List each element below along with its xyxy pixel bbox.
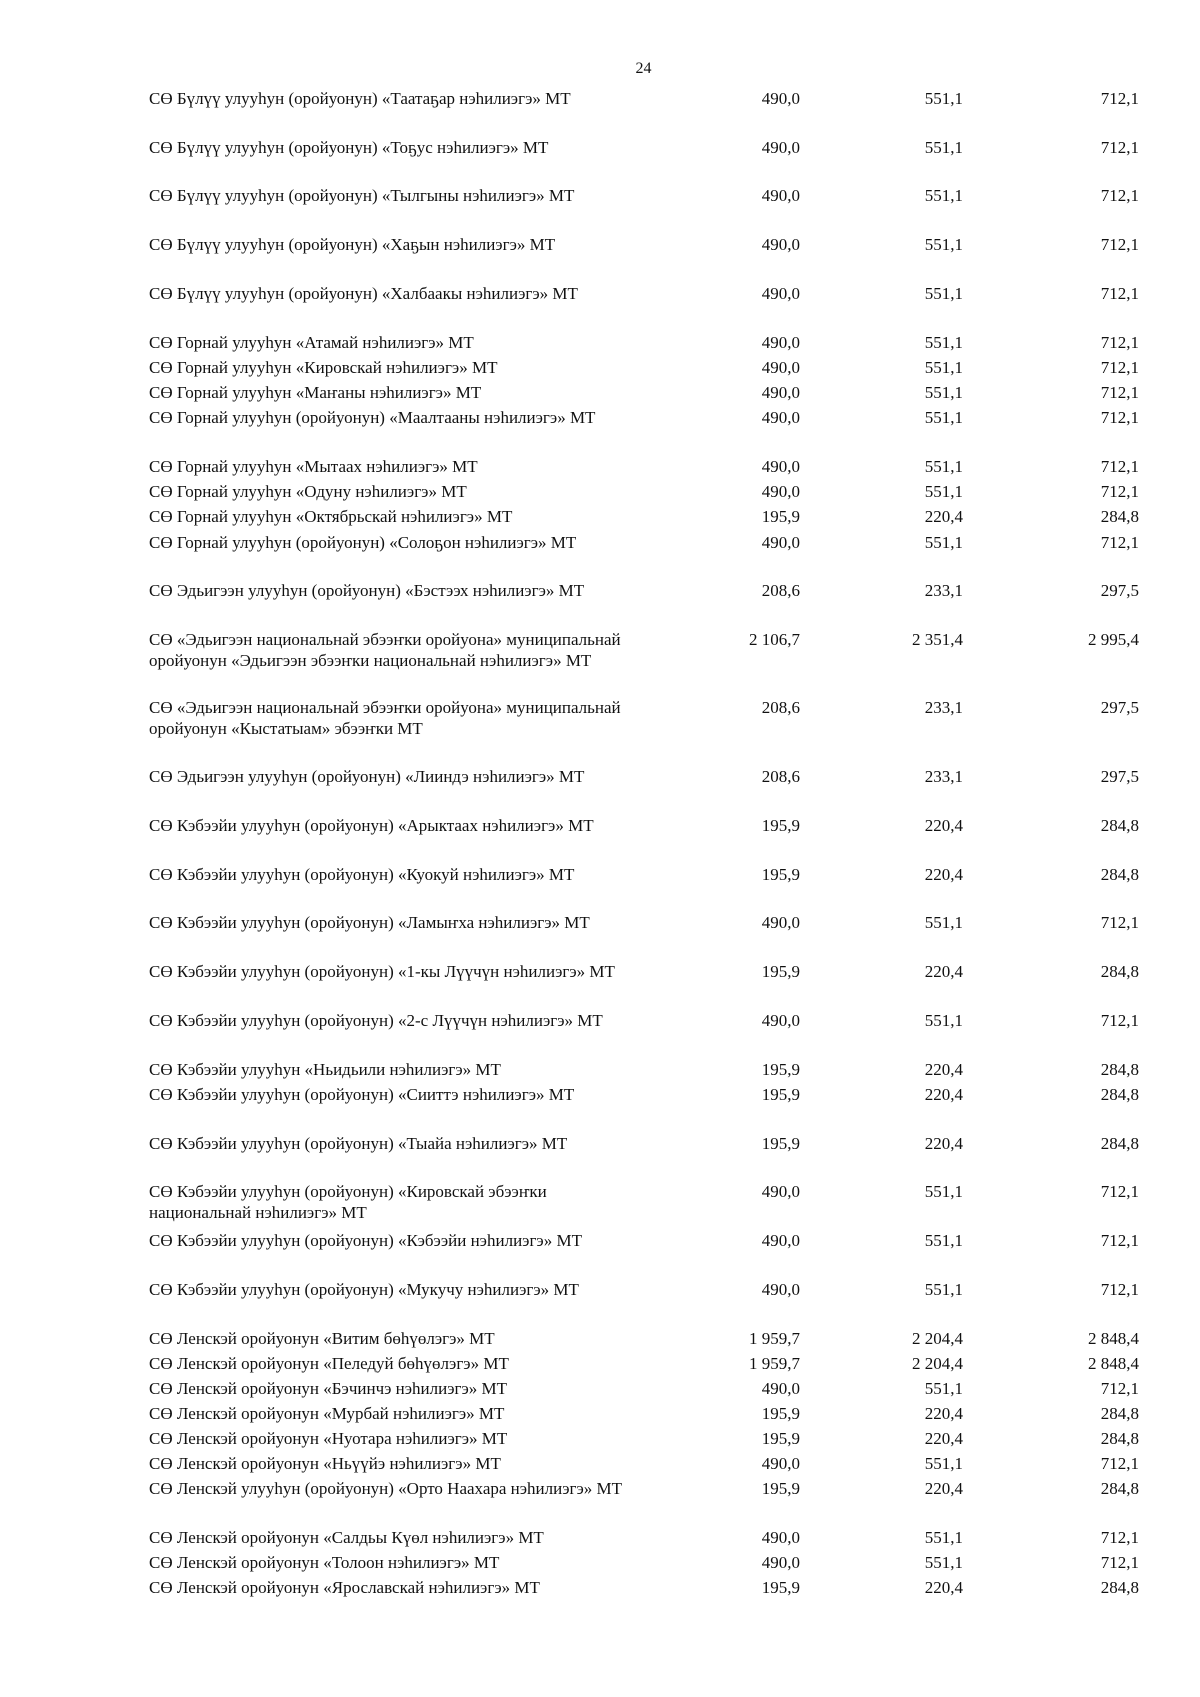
row-name: СӨ Эдьигээн улууһун (оройуонун) «Бэстээх нэһилиэгэ» МТ	[149, 581, 585, 600]
row-value-v1: 195,9	[761, 962, 800, 981]
row-value-v3: 712,1	[1100, 1182, 1139, 1201]
row-value-v1: 208,6	[761, 767, 800, 786]
row-value-v2: 233,1	[924, 581, 963, 600]
row-name: СӨ Кэбээйи улууһун (оройуонун) «Кэбээйи нэһилиэгэ» МТ	[149, 1231, 582, 1250]
row-value-v2: 551,1	[924, 138, 963, 157]
row-value-v3: 712,1	[1100, 482, 1139, 501]
row-value-v1: 490,0	[761, 913, 800, 932]
row-name: СӨ Кэбээйи улууһун (оройуонун) «2-с Лүүчүн нэһилиэгэ» МТ	[149, 1011, 603, 1030]
row-name: СӨ Ленскэй оройуонун «Ньүүйэ нэһилиэгэ» МТ	[149, 1454, 501, 1473]
row-value-v1: 208,6	[761, 581, 800, 600]
row-value-v2: 551,1	[924, 89, 963, 108]
row-value-v2: 551,1	[924, 358, 963, 377]
row-value-v3: 712,1	[1100, 1231, 1139, 1250]
row-value-v1: 490,0	[761, 408, 800, 427]
row-name: СӨ Ленскэй оройуонун «Витим бөһүөлэгэ» МТ	[149, 1329, 495, 1348]
row-name: СӨ Кэбээйи улууһун (оройуонун) «Кировскай эбээҥки национальнай нэһилиэгэ» МТ	[149, 1182, 547, 1222]
row-value-v2: 551,1	[924, 186, 963, 205]
row-value-v3: 712,1	[1100, 1280, 1139, 1299]
row-name: СӨ Бүлүү улууһун (оройуонун) «Халбаакы нэһилиэгэ» МТ	[149, 284, 578, 303]
row-value-v3: 712,1	[1100, 383, 1139, 402]
row-value-v3: 712,1	[1100, 284, 1139, 303]
row-value-v1: 195,9	[761, 1479, 800, 1498]
row-value-v2: 551,1	[924, 235, 963, 254]
row-name: СӨ Ленскэй оройуонун «Бэчинчэ нэһилиэгэ» МТ	[149, 1379, 508, 1398]
row-value-v1: 208,6	[761, 698, 800, 717]
row-value-v2: 220,4	[924, 1404, 963, 1423]
row-value-v1: 490,0	[761, 333, 800, 352]
row-value-v1: 195,9	[761, 1060, 800, 1079]
row-name: СӨ Ленскэй оройуонун «Толоон нэһилиэгэ» МТ	[149, 1553, 500, 1572]
row-name: СӨ «Эдьигээн национальнай эбээҥки оройуона» муниципальнай оройуонун «Эдьигээн эбээҥки национальнай нэһилиэгэ» МТ	[149, 630, 621, 670]
row-value-v3: 2 848,4	[1088, 1354, 1139, 1373]
row-value-v1: 195,9	[761, 1404, 800, 1423]
row-value-v2: 551,1	[924, 333, 963, 352]
row-value-v3: 712,1	[1100, 235, 1139, 254]
row-value-v3: 712,1	[1100, 1528, 1139, 1547]
row-value-v3: 284,8	[1100, 1060, 1139, 1079]
row-value-v3: 2 848,4	[1088, 1329, 1139, 1348]
row-name: СӨ Ленскэй оройуонун «Пеледуй бөһүөлэгэ» МТ	[149, 1354, 509, 1373]
row-value-v1: 490,0	[761, 457, 800, 476]
row-value-v3: 712,1	[1100, 89, 1139, 108]
row-value-v3: 284,8	[1100, 1479, 1139, 1498]
row-name: СӨ Горнай улууһун «Маҥаны нэһилиэгэ» МТ	[149, 383, 482, 402]
row-value-v3: 284,8	[1100, 1134, 1139, 1153]
row-value-v3: 712,1	[1100, 1011, 1139, 1030]
row-value-v2: 551,1	[924, 1379, 963, 1398]
row-value-v3: 712,1	[1100, 138, 1139, 157]
row-name: СӨ Бүлүү улууһун (оройуонун) «Тылгыны нэһилиэгэ» МТ	[149, 186, 575, 205]
row-name: СӨ Горнай улууһун (оройуонун) «Солоҕон нэһилиэгэ» МТ	[149, 533, 577, 552]
row-value-v2: 551,1	[924, 408, 963, 427]
row-value-v1: 490,0	[761, 89, 800, 108]
page-number: 24	[635, 60, 652, 77]
row-value-v1: 195,9	[761, 1134, 800, 1153]
row-value-v2: 220,4	[924, 1578, 963, 1597]
row-value-v3: 284,8	[1100, 1085, 1139, 1104]
row-value-v1: 195,9	[761, 865, 800, 884]
row-value-v2: 2 204,4	[912, 1354, 963, 1373]
row-name: СӨ Кэбээйи улууһун (оройуонун) «1-кы Лүүчүн нэһилиэгэ» МТ	[149, 962, 615, 981]
row-value-v1: 490,0	[761, 482, 800, 501]
row-name: СӨ Ленскэй оройуонун «Мурбай нэһилиэгэ» МТ	[149, 1404, 505, 1423]
row-value-v2: 551,1	[924, 482, 963, 501]
row-value-v2: 220,4	[924, 816, 963, 835]
row-value-v2: 220,4	[924, 1134, 963, 1153]
row-value-v3: 284,8	[1100, 816, 1139, 835]
row-value-v1: 490,0	[761, 138, 800, 157]
row-value-v2: 220,4	[924, 1479, 963, 1498]
row-value-v2: 551,1	[924, 457, 963, 476]
row-value-v3: 284,8	[1100, 1578, 1139, 1597]
row-name: СӨ Кэбээйи улууһун (оройуонун) «Сииттэ нэһилиэгэ» МТ	[149, 1085, 575, 1104]
row-value-v1: 490,0	[761, 533, 800, 552]
row-value-v3: 297,5	[1100, 698, 1139, 717]
row-value-v2: 551,1	[924, 913, 963, 932]
row-value-v2: 220,4	[924, 507, 963, 526]
row-name: СӨ Кэбээйи улууһун (оройуонун) «Тыайа нэһилиэгэ» МТ	[149, 1134, 568, 1153]
row-value-v3: 297,5	[1100, 767, 1139, 786]
row-name: СӨ Горнай улууһун «Октябрьскай нэһилиэгэ» МТ	[149, 507, 513, 526]
row-name: СӨ Кэбээйи улууһун (оройуонун) «Ламыҥха нэһилиэгэ» МТ	[149, 913, 590, 932]
row-value-v2: 551,1	[924, 1553, 963, 1572]
row-value-v1: 490,0	[761, 358, 800, 377]
row-value-v3: 284,8	[1100, 507, 1139, 526]
row-value-v3: 712,1	[1100, 186, 1139, 205]
row-value-v3: 712,1	[1100, 1379, 1139, 1398]
row-value-v2: 551,1	[924, 1231, 963, 1250]
row-value-v3: 712,1	[1100, 408, 1139, 427]
row-value-v2: 551,1	[924, 284, 963, 303]
row-value-v1: 490,0	[761, 1231, 800, 1250]
row-value-v1: 490,0	[761, 1553, 800, 1572]
row-name: СӨ Ленскэй оройуонун «Ярославскай нэһилиэгэ» МТ	[149, 1578, 540, 1597]
row-value-v2: 2 204,4	[912, 1329, 963, 1348]
row-value-v3: 284,8	[1100, 1429, 1139, 1448]
row-value-v3: 284,8	[1100, 962, 1139, 981]
row-value-v2: 233,1	[924, 767, 963, 786]
row-name: СӨ Кэбээйи улууһун (оройуонун) «Мукучу нэһилиэгэ» МТ	[149, 1280, 579, 1299]
row-value-v1: 195,9	[761, 1429, 800, 1448]
row-value-v3: 712,1	[1100, 533, 1139, 552]
row-value-v1: 490,0	[761, 235, 800, 254]
row-value-v3: 2 995,4	[1088, 630, 1139, 649]
row-value-v3: 712,1	[1100, 913, 1139, 932]
row-value-v1: 490,0	[761, 383, 800, 402]
row-value-v1: 2 106,7	[749, 630, 800, 649]
row-value-v3: 712,1	[1100, 1553, 1139, 1572]
row-name: СӨ Горнай улууһун «Атамай нэһилиэгэ» МТ	[149, 333, 474, 352]
row-name: СӨ Бүлүү улууһун (оройуонун) «Тоҕус нэһилиэгэ» МТ	[149, 138, 549, 157]
row-value-v1: 1 959,7	[749, 1329, 800, 1348]
row-name: СӨ Кэбээйи улууһун (оройуонун) «Арыктаах нэһилиэгэ» МТ	[149, 816, 594, 835]
row-value-v3: 712,1	[1100, 333, 1139, 352]
row-value-v3: 297,5	[1100, 581, 1139, 600]
row-value-v1: 1 959,7	[749, 1354, 800, 1373]
row-name: СӨ Кэбээйи улууһун «Ньидьили нэһилиэгэ» МТ	[149, 1060, 501, 1079]
row-name: СӨ Эдьигээн улууһун (оройуонун) «Лииндэ нэһилиэгэ» МТ	[149, 767, 585, 786]
row-value-v2: 551,1	[924, 1011, 963, 1030]
row-name: СӨ Ленскэй оройуонун «Нуотара нэһилиэгэ» МТ	[149, 1429, 508, 1448]
row-name: СӨ Ленскэй оройуонун «Салдьы Күөл нэһилиэгэ» МТ	[149, 1528, 544, 1547]
row-value-v2: 2 351,4	[912, 630, 963, 649]
row-value-v1: 195,9	[761, 1578, 800, 1597]
row-value-v1: 490,0	[761, 1182, 800, 1201]
row-value-v1: 195,9	[761, 507, 800, 526]
row-name: СӨ «Эдьигээн национальнай эбээҥки оройуона» муниципальнай оройуонун «Кыстатыам» эбээҥки МТ	[149, 698, 621, 738]
row-value-v1: 195,9	[761, 1085, 800, 1104]
row-value-v2: 551,1	[924, 1528, 963, 1547]
row-value-v1: 490,0	[761, 1280, 800, 1299]
row-value-v2: 233,1	[924, 698, 963, 717]
row-value-v3: 284,8	[1100, 1404, 1139, 1423]
row-value-v2: 551,1	[924, 1182, 963, 1201]
row-value-v1: 490,0	[761, 1011, 800, 1030]
row-name: СӨ Горнай улууһун «Мытаах нэһилиэгэ» МТ	[149, 457, 478, 476]
row-value-v3: 712,1	[1100, 457, 1139, 476]
row-name: СӨ Горнай улууһун «Кировскай нэһилиэгэ» МТ	[149, 358, 498, 377]
row-value-v2: 220,4	[924, 1060, 963, 1079]
row-value-v3: 284,8	[1100, 865, 1139, 884]
row-name: СӨ Горнай улууһун (оройуонун) «Маалтааны нэһилиэгэ» МТ	[149, 408, 596, 427]
row-name: СӨ Ленскэй улууһун (оройуонун) «Орто Наахара нэһилиэгэ» МТ	[149, 1479, 623, 1498]
row-value-v2: 551,1	[924, 1280, 963, 1299]
row-value-v2: 551,1	[924, 1454, 963, 1473]
row-value-v1: 490,0	[761, 1379, 800, 1398]
row-name: СӨ Бүлүү улууһун (оройуонун) «Таатаҕар нэһилиэгэ» МТ	[149, 89, 571, 108]
row-name: СӨ Кэбээйи улууһун (оройуонун) «Куокуй нэһилиэгэ» МТ	[149, 865, 575, 884]
row-value-v2: 220,4	[924, 962, 963, 981]
row-value-v1: 490,0	[761, 284, 800, 303]
row-value-v1: 195,9	[761, 816, 800, 835]
row-value-v2: 220,4	[924, 1429, 963, 1448]
row-value-v3: 712,1	[1100, 358, 1139, 377]
row-name: СӨ Бүлүү улууһун (оройуонун) «Хаҕын нэһилиэгэ» МТ	[149, 235, 556, 254]
row-value-v2: 551,1	[924, 533, 963, 552]
row-value-v1: 490,0	[761, 1528, 800, 1547]
row-value-v2: 551,1	[924, 383, 963, 402]
row-value-v1: 490,0	[761, 1454, 800, 1473]
row-value-v2: 220,4	[924, 1085, 963, 1104]
row-name: СӨ Горнай улууһун «Одуну нэһилиэгэ» МТ	[149, 482, 467, 501]
row-value-v2: 220,4	[924, 865, 963, 884]
row-value-v3: 712,1	[1100, 1454, 1139, 1473]
row-value-v1: 490,0	[761, 186, 800, 205]
